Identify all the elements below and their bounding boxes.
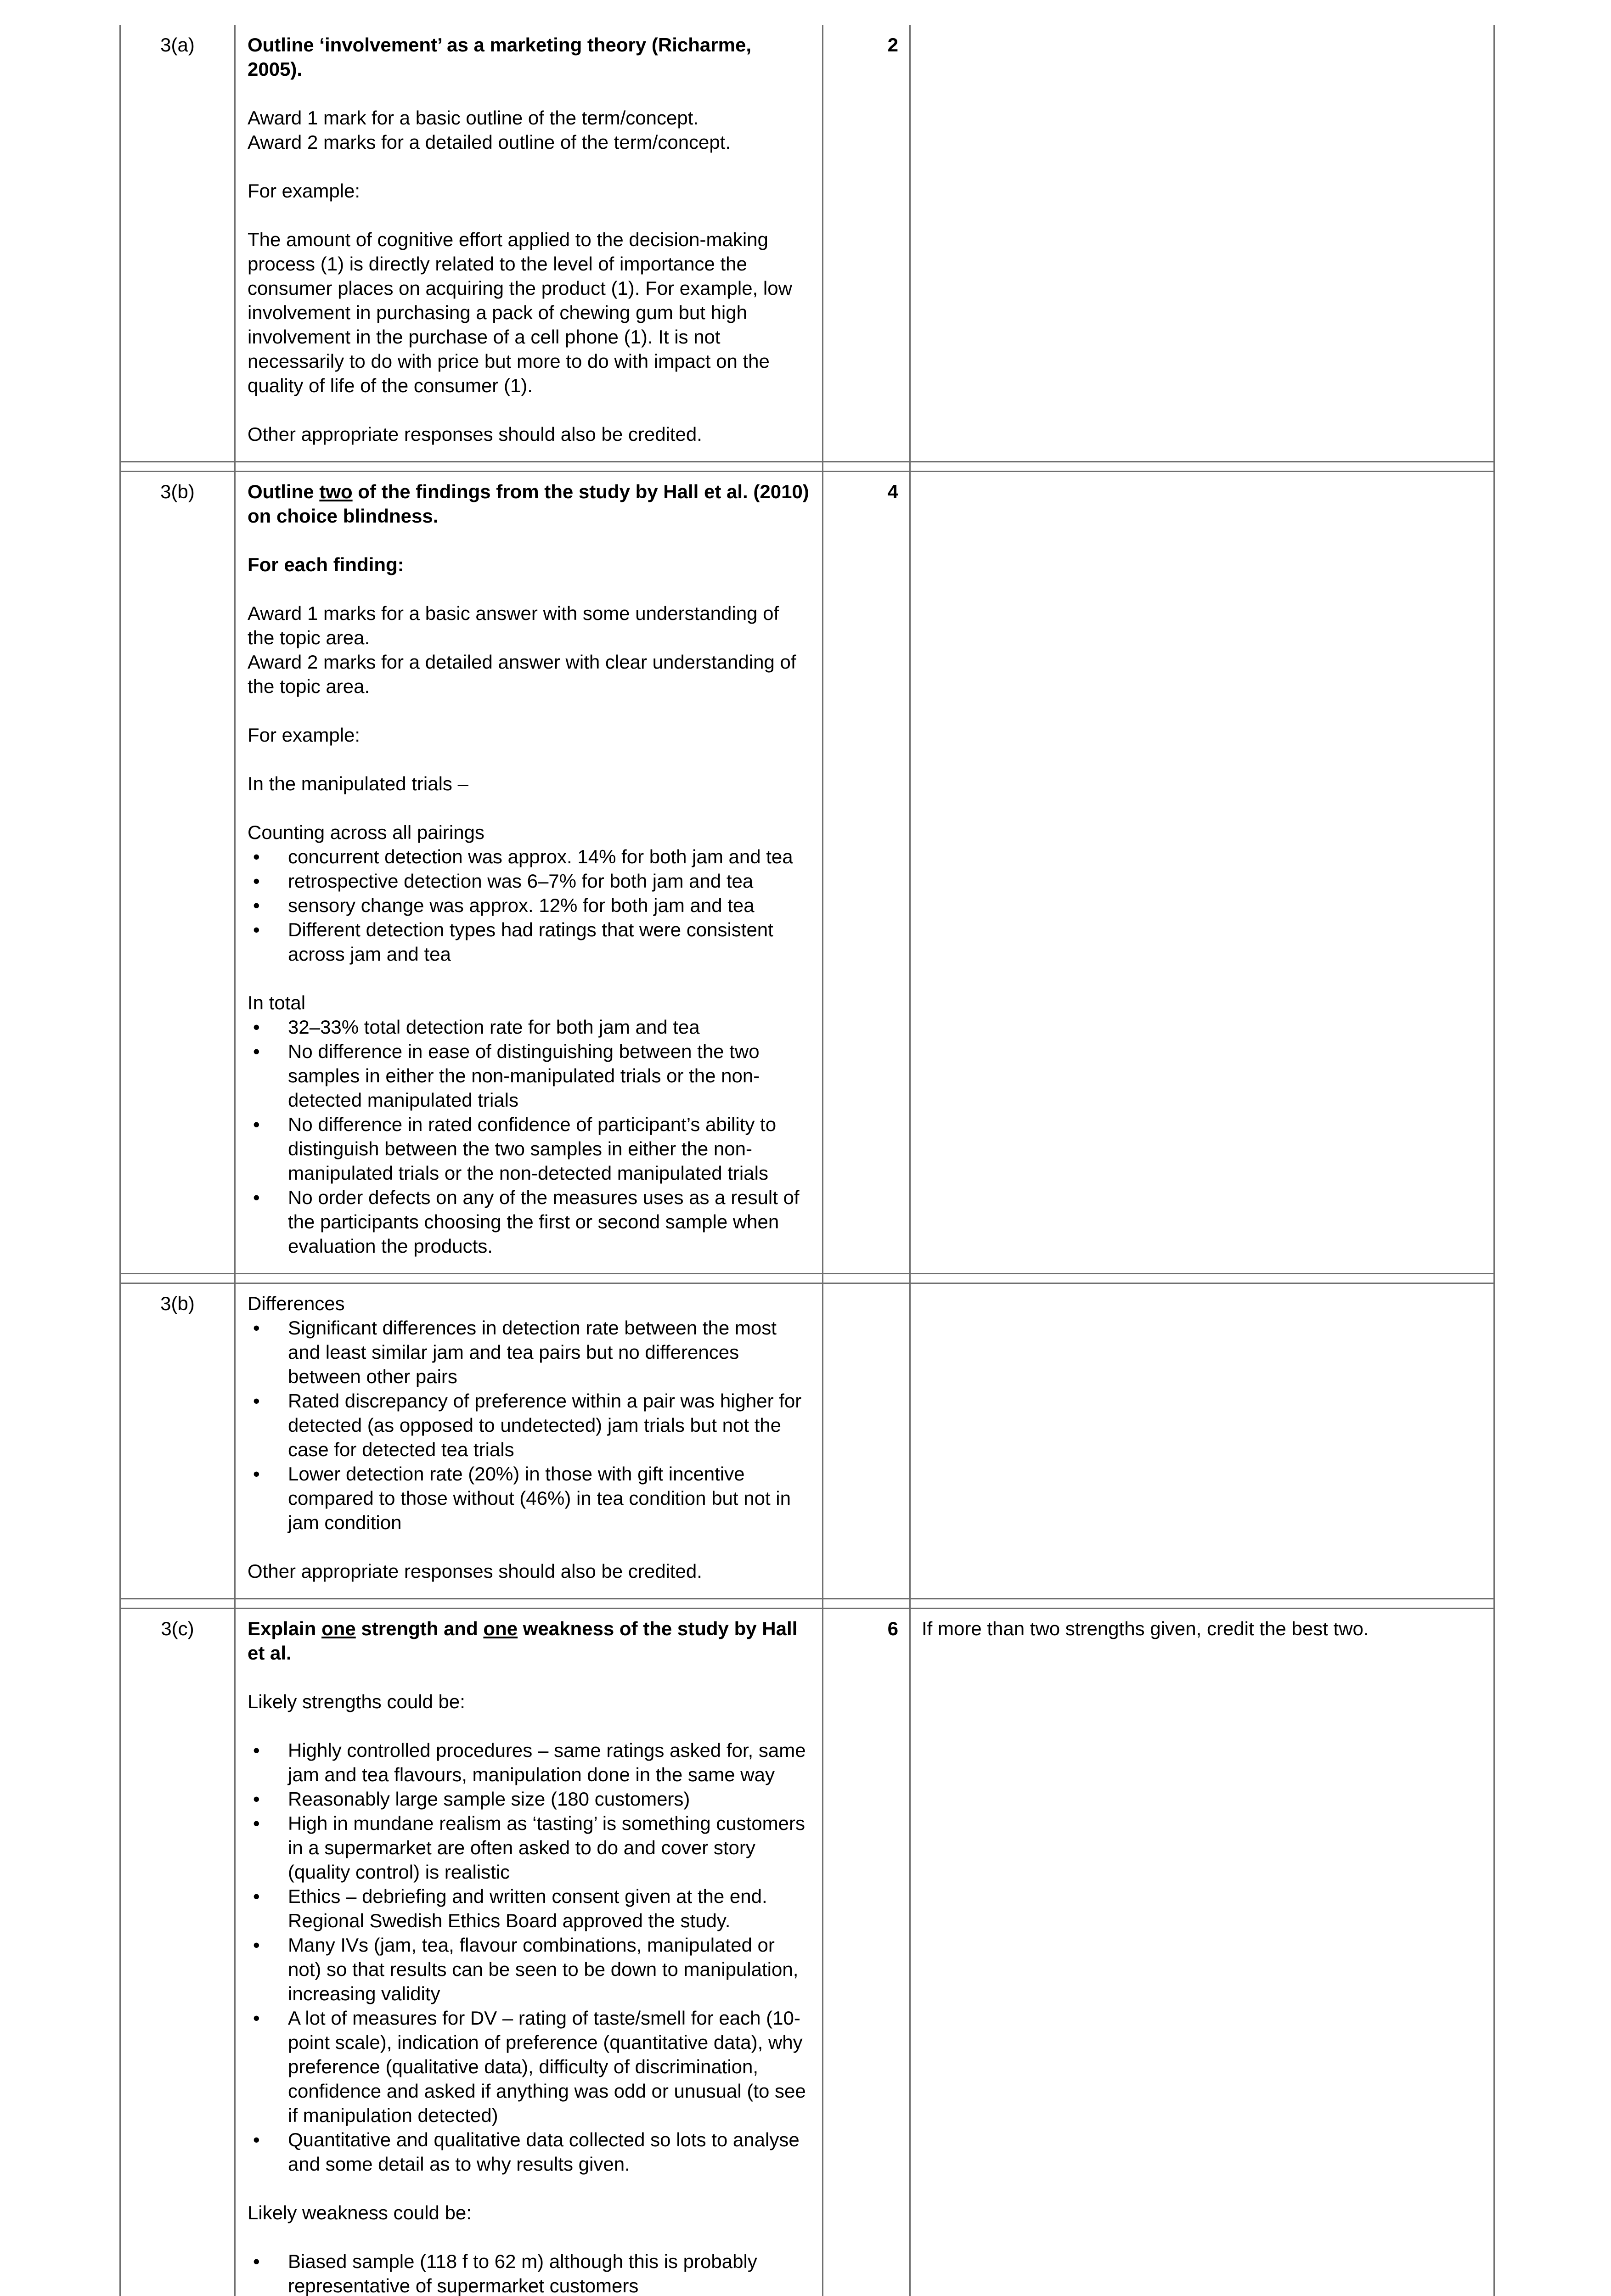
heading-text: strength and — [355, 1618, 484, 1639]
bullet-text: A lot of measures for DV – rating of taste/smell for each (10-point scale), indication of preference (quantitative data), why preference (qualitative data), difficulty of discrimination, confidence and asked if anything was odd or unusual (to see if manipulation detected) — [288, 2007, 806, 2126]
separator-cell — [235, 462, 823, 472]
bullet-item — [248, 1185, 811, 1258]
list-title: In total — [248, 992, 306, 1013]
spacer — [248, 966, 811, 990]
bullet-text: Quantitative and qualitative data collected so lots to analyse and some detail as to why results given. — [288, 2129, 800, 2175]
bullet-icon: • — [253, 1317, 260, 1339]
bullet-icon: • — [253, 1041, 260, 1062]
answer-cell — [235, 1283, 823, 1599]
bullet-text: High in mundane realism as ‘tasting’ is something customers in a supermarket are often asked to do and cover story (quality control) is realistic — [288, 1812, 805, 1883]
bullet-list — [248, 1015, 811, 1258]
guidance-cell — [910, 472, 1494, 1274]
bullet-item — [248, 893, 811, 917]
heading-text: Outline ‘involvement’ as a marketing theory (Richarme, 2005). — [248, 34, 752, 80]
marks-cell: 2 — [823, 25, 910, 462]
separator-cell — [910, 1599, 1494, 1609]
paragraph: The amount of cognitive effort applied to the decision-making process (1) is directly related to the level of importance the consumer places on acquiring the product (1). For example, low involvement in purchasing a pack of chewing gum but high involvement in the purchase of a cell phone (1). It is not necessarily to do with price but more to do with impact on the quality of life of the consumer (1). — [248, 229, 792, 396]
bullet-icon: • — [253, 2129, 260, 2150]
bullet-text: No difference in rated confidence of participant’s ability to distinguish between the two samples in either the non-manipulated trials or the non-detected manipulated trials — [288, 1114, 777, 1184]
question-row — [120, 1609, 1494, 2296]
bullet-icon: • — [253, 846, 260, 867]
row-separator — [120, 1274, 1494, 1283]
guidance-cell — [910, 1283, 1494, 1599]
spacer — [248, 528, 811, 552]
bullet-text: Biased sample (118 f to 62 m) although this is probably representative of supermarket customers — [288, 2251, 757, 2296]
bullet-item — [248, 1787, 811, 1811]
spacer — [248, 1535, 811, 1559]
paragraph: Other appropriate responses should also be credited. — [248, 1560, 702, 1582]
bullet-list — [248, 2249, 811, 2296]
underlined-word: one — [483, 1618, 518, 1639]
spacer — [248, 747, 811, 771]
bullet-icon: • — [253, 1114, 260, 1135]
row-separator — [120, 462, 1494, 472]
mark-scheme-body — [120, 25, 1494, 2296]
question-heading — [248, 1616, 811, 1665]
marks-cell: 6 — [823, 1609, 910, 2296]
question-heading — [248, 479, 811, 528]
paragraph: Other appropriate responses should also be credited. — [248, 423, 702, 445]
guidance-cell — [910, 25, 1494, 462]
spacer — [248, 154, 811, 179]
separator-cell — [235, 1599, 823, 1609]
heading-text: of the findings from the study by Hall et al. (2010) on choice blindness. — [248, 481, 809, 527]
bold-instruction: For each finding: — [248, 554, 404, 575]
separator-cell — [120, 462, 235, 472]
bullet-icon: • — [253, 895, 260, 916]
bullet-item — [248, 1015, 811, 1039]
answer-cell — [235, 1609, 823, 2296]
question-number: 3(a) — [120, 25, 235, 462]
separator-cell — [235, 1274, 823, 1283]
question-row — [120, 1283, 1494, 1599]
question-heading — [248, 33, 811, 81]
bullet-icon: • — [253, 1390, 260, 1412]
bullet-icon: • — [253, 1739, 260, 1761]
bullet-icon: • — [253, 2007, 260, 2029]
bullet-item — [248, 844, 811, 869]
paragraph: Likely weakness could be: — [248, 2202, 472, 2223]
spacer — [248, 1665, 811, 1689]
separator-cell — [823, 1599, 910, 1609]
bullet-text: Different detection types had ratings that were consistent across jam and tea — [288, 919, 773, 965]
bullet-icon: • — [253, 870, 260, 892]
bullet-icon: • — [253, 1788, 260, 1810]
bullet-text: Reasonably large sample size (180 customers) — [288, 1788, 690, 1810]
question-row — [120, 25, 1494, 462]
mark-scheme-table — [119, 25, 1495, 2296]
bullet-icon: • — [253, 1187, 260, 1208]
bullet-icon: • — [253, 919, 260, 940]
separator-cell — [823, 1274, 910, 1283]
heading-text: Explain — [248, 1618, 322, 1639]
question-number: 3(b) — [120, 472, 235, 1274]
bullet-item — [248, 2249, 811, 2296]
bullet-text: No order defects on any of the measures uses as a result of the participants choosing the first or second sample when evaluation the products. — [288, 1187, 800, 1257]
paragraph: For example: — [248, 724, 361, 746]
bullet-text: retrospective detection was 6–7% for both jam and tea — [288, 870, 754, 892]
bullet-text: Rated discrepancy of preference within a pair was higher for detected (as opposed to undetected) jam trials but not the case for detected tea trials — [288, 1390, 802, 1460]
bullet-text: Significant differences in detection rate between the most and least similar jam and tea pairs but no differences between other pairs — [288, 1317, 777, 1387]
bullet-text: 32–33% total detection rate for both jam and tea — [288, 1016, 700, 1038]
underlined-word: one — [321, 1618, 356, 1639]
question-row — [120, 472, 1494, 1274]
bullet-item — [248, 2006, 811, 2127]
text-line: Award 1 mark for a basic outline of the term/concept. — [248, 107, 699, 129]
question-number: 3(c) — [120, 1609, 235, 2296]
bullet-text: concurrent detection was approx. 14% for both jam and tea — [288, 846, 793, 867]
bullet-item — [248, 1462, 811, 1535]
bullet-text: Ethics – debriefing and written consent given at the end. Regional Swedish Ethics Board approved the study. — [288, 1885, 767, 1931]
bullet-text: Highly controlled procedures – same ratings asked for, same jam and tea flavours, manipulation done in the same way — [288, 1739, 806, 1785]
bullet-icon: • — [253, 1934, 260, 1956]
bullet-list — [248, 844, 811, 966]
bullet-item — [248, 1389, 811, 1462]
bullet-item — [248, 869, 811, 893]
spacer — [248, 698, 811, 723]
spacer — [248, 398, 811, 422]
list-title: Differences — [248, 1293, 345, 1314]
paragraph: In the manipulated trials – — [248, 773, 468, 794]
text-line: Award 2 marks for a detailed answer with clear understanding of the topic area. — [248, 651, 796, 697]
separator-cell — [120, 1599, 235, 1609]
text-line: Award 1 marks for a basic answer with some understanding of the topic area. — [248, 602, 779, 648]
paragraph: Likely strengths could be: — [248, 1691, 465, 1712]
bullet-text: Lower detection rate (20%) in those with gift incentive compared to those without (46%) in tea condition but not in jam condition — [288, 1463, 791, 1533]
bullet-icon: • — [253, 1016, 260, 1038]
bullet-icon: • — [253, 2251, 260, 2272]
spacer — [248, 577, 811, 601]
bullet-item — [248, 2127, 811, 2176]
bullet-list — [248, 1738, 811, 2176]
bullet-list — [248, 1316, 811, 1535]
guidance-cell: If more than two strengths given, credit the best two. — [910, 1609, 1494, 2296]
paragraph: For example: — [248, 180, 361, 202]
bullet-item — [248, 1112, 811, 1185]
spacer — [248, 2176, 811, 2200]
separator-cell — [823, 462, 910, 472]
bullet-item — [248, 1316, 811, 1389]
separator-cell — [910, 462, 1494, 472]
bullet-item — [248, 917, 811, 966]
text-line: Award 2 marks for a detailed outline of the term/concept. — [248, 131, 731, 153]
separator-cell — [910, 1274, 1494, 1283]
heading-text: Outline — [248, 481, 320, 502]
bullet-icon: • — [253, 1885, 260, 1907]
spacer — [248, 1714, 811, 1738]
bullet-item — [248, 1738, 811, 1787]
bullet-icon: • — [253, 1463, 260, 1485]
bullet-item — [248, 1811, 811, 1884]
bullet-item — [248, 1933, 811, 2006]
list-title: Counting across all pairings — [248, 822, 484, 843]
spacer — [248, 796, 811, 820]
answer-cell — [235, 25, 823, 462]
marks-cell: 4 — [823, 472, 910, 1274]
question-number: 3(b) — [120, 1283, 235, 1599]
bullet-text: Many IVs (jam, tea, flavour combinations, manipulated or not) so that results can be seen to be down to manipulation, increasing validity — [288, 1934, 799, 2004]
answer-cell — [235, 472, 823, 1274]
marks-cell — [823, 1283, 910, 1599]
separator-cell — [120, 1274, 235, 1283]
bullet-item — [248, 1884, 811, 1933]
bullet-text: No difference in ease of distinguishing between the two samples in either the non-manipulated trials or the non-detected manipulated trials — [288, 1041, 760, 1111]
spacer — [248, 2225, 811, 2249]
heading-text: weakness of the study by Hall et al. — [248, 1618, 798, 1664]
row-separator — [120, 1599, 1494, 1609]
spacer — [248, 203, 811, 227]
bullet-item — [248, 1039, 811, 1112]
bullet-text: sensory change was approx. 12% for both jam and tea — [288, 895, 755, 916]
bullet-icon: • — [253, 1812, 260, 1834]
underlined-word: two — [319, 481, 353, 502]
spacer — [248, 81, 811, 106]
